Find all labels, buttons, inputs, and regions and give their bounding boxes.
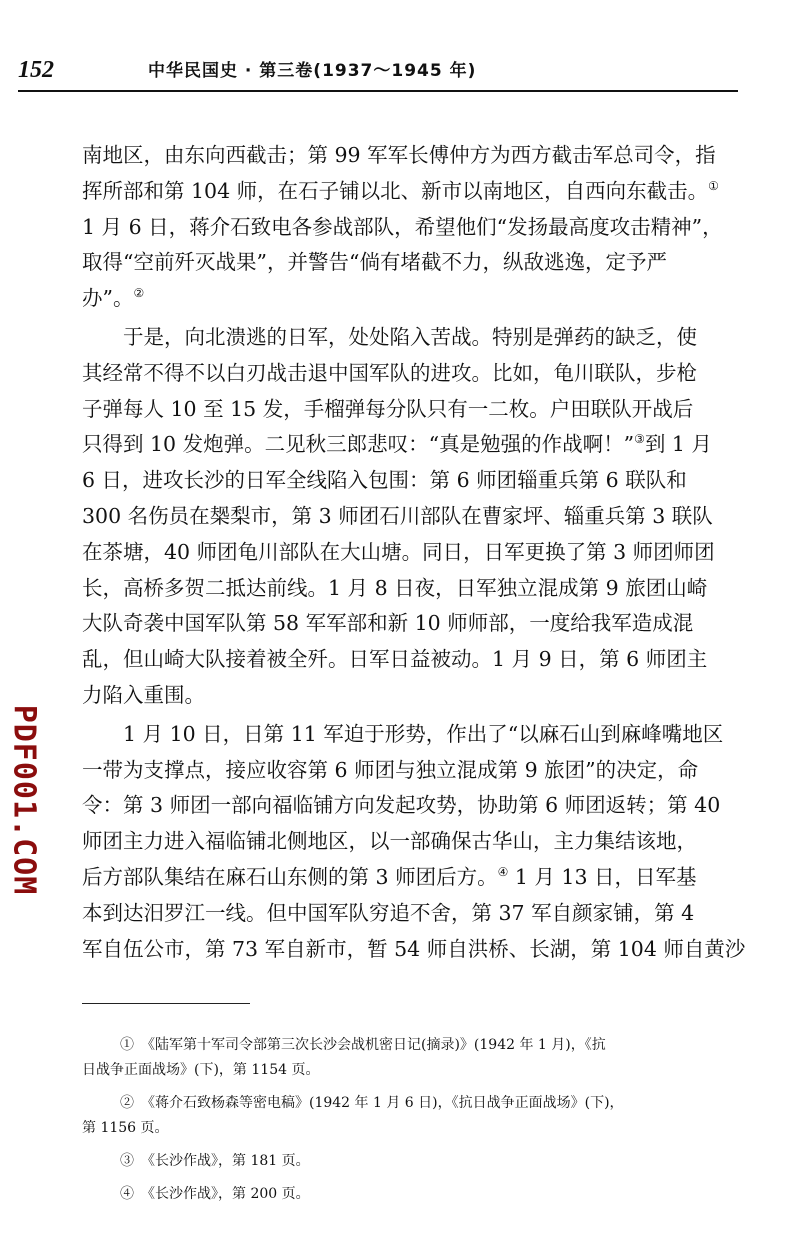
- line-text: 本到达汨罗江一线。但中国军队穷追不舍，第 37 军自颜家铺，第 4: [82, 900, 695, 925]
- footnote-item: [82, 1182, 762, 1207]
- text-line: [82, 753, 750, 789]
- line-text: 1 月 6 日，蒋介石致电各参战部队，希望他们“发扬最高度攻击精神”，: [82, 214, 723, 239]
- line-text: 只得到 10 发炮弹。二见秋三郎悲叹：“真是勉强的作战啊！”: [82, 432, 635, 457]
- text-line: [82, 535, 750, 571]
- line-text: 6 日，进攻长沙的日军全线陷入包围：第 6 师团辎重兵第 6 联队和: [82, 468, 687, 493]
- running-title: 中华民国史 · 第三卷(1937～1945 年): [148, 61, 477, 81]
- line-text: 300 名伤员在椝梨市，第 3 师团石川部队在曹家坪、辎重兵第 3 联队: [82, 503, 713, 528]
- line-text: 长，高桥多贺二抵达前线。1 月 8 日夜，日军独立混成第 9 旅团山崎: [82, 575, 708, 600]
- line-text: 子弹每人 10 至 15 发，手榴弹每分队只有一二枚。户田联队开战后: [82, 396, 694, 421]
- line-text: 南地区，由东向西截击；第 99 军军长傅仲方为西方截击军总司令，指: [82, 143, 716, 167]
- footnote-rule: [82, 1003, 250, 1004]
- body-text: [82, 138, 750, 967]
- text-line: [82, 717, 750, 753]
- footnote-text: ① 《陆军第十军司令部第三次长沙会战机密日记(摘录)》(1942 年 1 月)，《抗: [120, 1037, 606, 1053]
- footnote-item: [82, 1091, 762, 1141]
- watermark-text: PDF001.COM: [6, 704, 42, 896]
- text-line: [82, 788, 750, 824]
- footnote-item: [82, 1033, 762, 1083]
- footnote-text: ④ 《长沙作战》，第 200 页。: [120, 1186, 310, 1202]
- line-text: 师团主力进入福临铺北侧地区，以一部确保古华山，主力集结该地，: [82, 829, 697, 854]
- text-line: [82, 320, 750, 356]
- text-line: [82, 860, 750, 896]
- line-text: 一带为支撑点，接应收容第 6 师团与独立混成第 9 旅团”的决定，命: [82, 757, 699, 782]
- footnote-text: ② 《蒋介石致杨森等密电稿》(1942 年 1 月 6 日)，《抗日战争正面战场》(下)，: [120, 1095, 624, 1111]
- footnote-gap: [82, 1083, 762, 1091]
- footnote-marker: ①: [708, 178, 719, 193]
- text-line: [82, 571, 750, 607]
- page-number: 152: [18, 57, 54, 83]
- header-rule: [18, 90, 738, 92]
- text-line: [82, 824, 750, 860]
- text-line: [82, 427, 750, 463]
- line-text: 挥所部和第 104 师，在石子铺以北、新市以南地区，自西向东截击。: [82, 178, 709, 203]
- footnote-marker: ②: [133, 286, 145, 301]
- line-text: 其经常不得不以白刃战击退中国军队的进攻。比如，龟川联队，步枪: [82, 360, 697, 385]
- text-line: [82, 174, 750, 210]
- line-text: 在茶塘，40 师团龟川部队在大山塘。同日，日军更换了第 3 师团师团: [82, 539, 715, 564]
- line-text: 力陷入重围。: [82, 682, 205, 707]
- footnote-gap: [82, 1141, 762, 1149]
- watermark: [5, 700, 43, 900]
- line-text: 办”。: [82, 286, 134, 311]
- text-line: [82, 896, 750, 932]
- footnote-continuation: 第 1156 页。: [82, 1120, 169, 1136]
- line-text: 后方部队集结在麻石山东侧的第 3 师团后方。: [82, 864, 498, 889]
- text-line: [82, 392, 750, 428]
- footnote-marker: ③: [634, 432, 645, 447]
- text-line: [82, 463, 750, 499]
- text-line: [82, 245, 750, 281]
- footnote-continuation: 日战争正面战场》(下)，第 1154 页。: [82, 1062, 320, 1078]
- footnote-item: [82, 1149, 762, 1174]
- footnote-marker: ④: [497, 865, 509, 880]
- footnote-text: ③ 《长沙作战》，第 181 页。: [120, 1153, 310, 1169]
- line-text: 大队奇袭中国军队第 58 军军部和新 10 师师部，一度给我军造成混: [82, 611, 694, 636]
- text-line: [82, 678, 750, 714]
- text-line: [82, 281, 750, 317]
- line-text: 于是，向北溃逃的日军，处处陷入苦战。特别是弹药的缺乏，使: [82, 324, 697, 349]
- text-line: [82, 499, 750, 535]
- line-text: 军自伍公市，第 73 军自新市，暂 54 师自洪桥、长湖，第 104 师自黄沙: [82, 936, 746, 961]
- line-text-after-note: 1 月 13 日，日军基: [508, 864, 697, 889]
- line-text: 取得“空前歼灭战果”，并警告“倘有堵截不力，纵敌逃逸，定予严: [82, 250, 667, 275]
- footnotes: [82, 1033, 762, 1207]
- text-line: [82, 932, 750, 968]
- text-line: [82, 138, 750, 174]
- text-line: [82, 356, 750, 392]
- text-line: [82, 210, 750, 246]
- text-line: [82, 642, 750, 678]
- line-text: 乱，但山崎大队接着被全歼。日军日益被动。1 月 9 日，第 6 师团主: [82, 647, 708, 672]
- line-text: 令：第 3 师团一部向福临铺方向发起攻势，协助第 6 师团返转；第 40: [82, 793, 721, 818]
- footnote-gap: [82, 1174, 762, 1182]
- line-text-after-note: 到 1 月: [644, 432, 712, 457]
- line-text: 1 月 10 日，日第 11 军迫于形势，作出了“以麻石山到麻峰嘴地区: [82, 721, 724, 746]
- text-line: [82, 606, 750, 642]
